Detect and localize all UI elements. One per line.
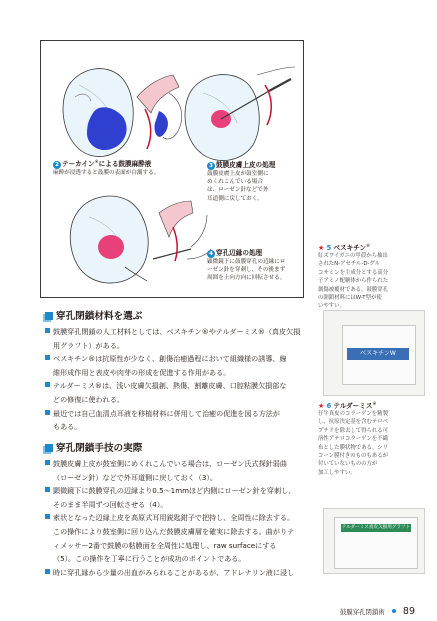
caption-3-number: 3 xyxy=(207,162,215,170)
page-number: 89 xyxy=(402,606,416,617)
bullet-item: 顕微鏡下に鼓膜穿孔の辺縁より0.5〜1mmほど内側にローゼン針を穿刺し、 そのまま半周ずつ回転させる（4）。 xyxy=(45,484,311,511)
footer xyxy=(340,599,415,618)
caption-2: 2 テーカイン®による鼓膜麻酔液 麻酔が浸透すると鼓膜の表面が白濁する。 xyxy=(53,158,160,176)
section-technique xyxy=(45,440,311,579)
eardrum-anesthesia-drawing xyxy=(63,69,182,157)
bullet-item: テルダーミス®は、浅い皮膚欠損創、熱傷、割離皮膚、口腔粘膜欠損部な どの修復に使われる。 xyxy=(45,379,311,406)
section-icon xyxy=(45,444,53,452)
procedure-figure xyxy=(40,40,304,298)
caption-4: 4 穿孔辺縁の処理 顕微鏡下に鼓膜穿孔の辺縁にロ ーゼン針を穿刺し、その後まず 周囲を上向方向に回転させる。 xyxy=(207,247,303,283)
bullet-icon xyxy=(45,514,50,519)
caption-3: 3 鼓膜皮膚上皮の処理 鼓膜皮膚上皮が鼓室側に めくれこんでいる場合 は、ローゼン針などで外 耳道側に戻しておく。 xyxy=(207,159,303,203)
bullet-icon xyxy=(45,382,50,387)
bullet-item: 最近では自己血清点耳液を移植材料に併用して治癒の促進を図る方法が もある。 xyxy=(45,407,311,434)
section-materials xyxy=(45,308,311,434)
bullet-icon xyxy=(45,487,50,492)
caption-4-body: 顕微鏡下に鼓膜穿孔の辺縁にロ ーゼン針を穿刺し、その後まず 周囲を上向方向に回転させる。 xyxy=(207,259,286,282)
bullet-icon xyxy=(45,569,50,574)
side-item-5-body: 紅ズワイガニの甲殻から抽出 されたN-アセチル-D-グル コサミンを主成分とする高分 子アミノ配糖体から作られた 創傷被覆材である。鼓膜穿孔 の閉鎖材料にはW-T型が使 いやすい。 xyxy=(318,253,389,310)
footer-dot-icon xyxy=(392,609,396,613)
section-materials-heading: 穿孔閉鎖材料を選ぶ xyxy=(56,311,143,322)
caption-2-number: 2 xyxy=(53,161,61,169)
caption-3-body: 鼓膜皮膚上皮が鼓室側に めくれこんでいる場合 は、ローゼン針などで外 耳道側に戻しておく。 xyxy=(207,171,269,202)
bullet-icon xyxy=(45,328,50,333)
caption-4-number: 4 xyxy=(207,250,215,258)
beschitin-package-label: ベスキチンW xyxy=(347,348,409,360)
side-item-6-body: 仔牛真皮のコラーゲンを精製 し、抗原決定基を含むテロペ プチドを除去して得られる可 溶性アテロコラーゲンを不織 布とした膜状物である。シリ コーン膜付きのものもあるが 付いていないものの方が 加工しやすい。 xyxy=(318,411,389,476)
bullet-icon xyxy=(45,355,50,360)
side-item-5: ★ 5 ベスキチン® 紅ズワイガニの甲殻から抽出 されたN-アセチル-D-グル コサミンを主成分とする高分 子アミノ配糖体から作られた 創傷被覆材である。鼓膜穿孔 の閉鎖材料にはW-T型が使 いやすい。 xyxy=(318,242,432,311)
bullet-item: ベスキチン®は抗原性が少なく、創傷治癒過程において組織様の誘導、線 維形成作用と表皮や肉芽の形成を促進する作用がある。 xyxy=(45,352,311,379)
section-technique-heading: 穿孔閉鎖手技の実際 xyxy=(56,443,143,454)
section-icon xyxy=(45,312,53,320)
bullet-icon xyxy=(45,410,50,415)
bullet-item: 時に穿孔縁から少量の出血がみられることがあるが、アドレナリン液に浸し xyxy=(45,566,311,580)
eardrum-epithelium-drawing xyxy=(185,67,295,161)
bullet-item: 索状となった辺縁上皮を高原式耳用鋭匙鉗子で把持し、全周性に除去する。 この操作により鼓室側に回り込んだ鼓膜皮膚層を確実に除去する。曲がりテ ィメッサー2番で鼓膜の粘膜面を全周性に処理し、raw surfaceにする （5）。この操作を丁寧に行うことが成功のポイントである。 xyxy=(45,511,311,565)
bullet-item: 鼓膜穿孔閉鎖の人工材料としては、ベスキチン®やテルダーミス®（真皮欠損 用グラフト）がある。 xyxy=(45,325,311,352)
eardrum-perforation-edge-drawing xyxy=(70,196,211,283)
running-footer-title: 鼓膜穿孔閉鎖術 xyxy=(340,608,385,616)
star-icon: ★ xyxy=(318,244,325,252)
terudermis-package-label: テルダーミス真皮欠損用グラフト xyxy=(341,525,411,530)
caption-2-body: 麻酔が浸透すると鼓膜の表面が白濁する。 xyxy=(53,170,160,176)
bullet-item: 鼓膜皮膚上皮が鼓室側にめくれこんでいる場合は、ローゼン氏式探針弱曲 （ローゼン針）などで外耳道側に戻しておく（3）。 xyxy=(45,457,311,484)
side-item-6: ★ 6 テルダーミス® 仔牛真皮のコラーゲンを精製 し、抗原決定基を含むテロペ プチドを除去して得られる可 溶性アテロコラーゲンを不織 布とした膜状物である。シリ コーン膜付きのものもあるが 付いていないものの方が 加工しやすい。 xyxy=(318,400,432,477)
beschitin-product-photo xyxy=(323,310,425,396)
bullet-icon xyxy=(45,460,50,465)
star-icon: ★ xyxy=(318,402,325,410)
terudermis-product-photo xyxy=(323,508,425,574)
